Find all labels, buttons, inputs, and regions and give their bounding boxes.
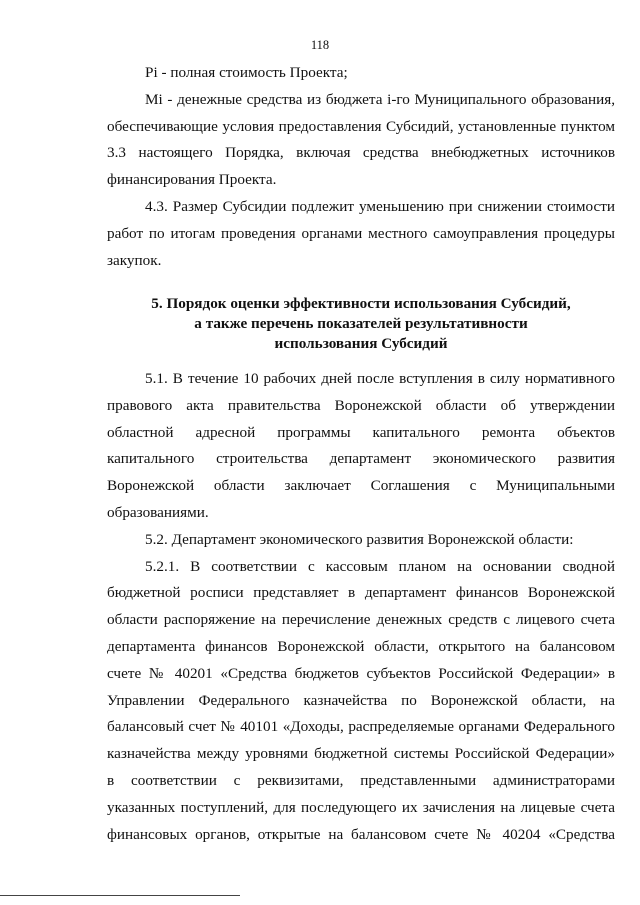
text-line: в соответствии с реквизитами, представленными администраторами [107,771,615,789]
page-number: 118 [310,38,330,52]
text-line: капитального строительства департамент экономического развития [107,450,615,468]
text-line: Mi - денежные средства из бюджета i-го Муниципального образования, [145,90,615,108]
text-line: работ по итогам проведения органами местного самоуправления процедуры [107,224,615,242]
text-line: счете № 40201 «Средства бюджетов субъектов Российской Федерации» в [107,664,615,682]
text-line: указанных поступлений, для последующего их зачисления на лицевые счета [107,798,615,816]
text-line: 3.3 настоящего Порядка, включая средства внебюджетных источников [107,144,615,162]
text-line: балансовый счет № 40101 «Доходы, распределяемые органами Федерального [107,718,615,736]
text-line: образованиями. [107,503,209,521]
text-line: Управлении Федерального казначейства по Воронежской области, на [107,691,615,709]
text-line: финансирования Проекта. [107,171,277,189]
section-heading [107,294,615,354]
text-line: бюджетной росписи представляет в департамент финансов Воронежской [107,584,615,602]
text-line: 5.1. В течение 10 рабочих дней после вступления в силу нормативного [145,370,615,387]
text-line: областной адресной программы капитального ремонта объектов [107,423,615,441]
text-line: финансовых органов, открытые на балансовом счете № 40204 «Средства [107,825,615,843]
text-line: области распоряжение на перечисление денежных средств с лицевого счета [107,611,615,629]
text-line: 5.2. Департамент экономического развития Воронежской области: [145,530,574,548]
heading-line: а также перечень показателей результативности [194,315,528,332]
text-line: обеспечивающие условия предоставления Субсидий, установленные пунктом [107,117,615,135]
text-line: 4.3. Размер Субсидии подлежит уменьшению при снижении стоимости [145,197,615,215]
footnote-divider [0,895,240,896]
text-line: Воронежской области заключает Соглашения с Муниципальными [107,477,615,495]
text-line: 5.2.1. В соответствии с кассовым планом на основании сводной [145,557,615,575]
text-line: закупок. [107,251,162,269]
heading-line: 5. Порядок оценки эффективности использования Субсидий, [151,295,571,312]
text-line: казначейства между уровнями бюджетной системы Российской Федерации» [107,745,615,763]
heading-line: использования Субсидий [274,335,448,352]
text-line: Pi - полная стоимость Проекта; [145,64,348,81]
text-line: правового акта правительства Воронежской области об утверждении [107,396,615,414]
body-section [107,366,615,848]
top-section [107,60,615,274]
text-line: департамента финансов Воронежской области, открытого на балансовом [107,637,615,655]
